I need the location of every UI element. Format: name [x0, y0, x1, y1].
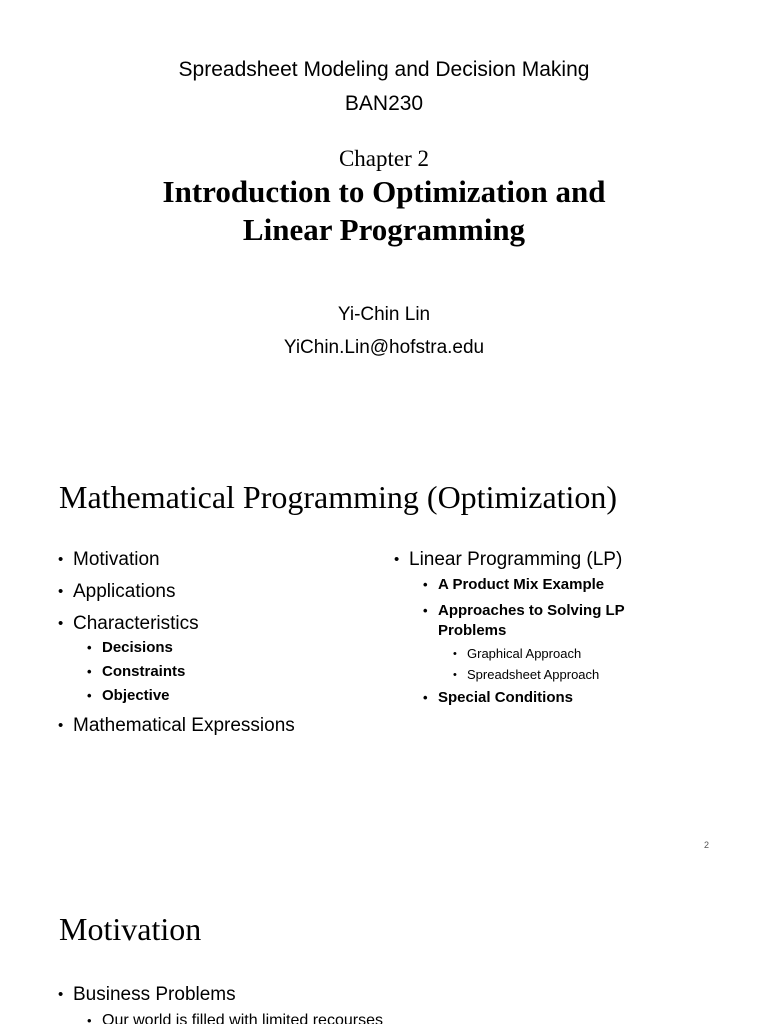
- outline-right-column: [394, 548, 714, 712]
- bullet-icon: •: [58, 986, 64, 1003]
- bullet-icon: •: [58, 551, 64, 568]
- bullet-icon: •: [87, 1013, 92, 1024]
- sub-list-item: [58, 686, 378, 706]
- list-item-text: Linear Programming (LP): [409, 549, 623, 570]
- list-item-text: Characteristics: [73, 613, 199, 634]
- bullet-icon: •: [87, 640, 92, 655]
- bullet-icon: •: [394, 551, 400, 568]
- bullet-icon: •: [423, 603, 428, 618]
- list-item-text: Motivation: [73, 549, 160, 570]
- bullet-icon: •: [423, 577, 428, 592]
- list-item-text: Applications: [73, 581, 176, 602]
- bullet-icon: •: [58, 615, 64, 632]
- list-item: [58, 548, 378, 572]
- list-item: [58, 714, 378, 738]
- sub-sub-list-item: [394, 666, 714, 684]
- chapter-label: Chapter 2: [338, 146, 430, 171]
- author-name: Yi-Chin Lin: [337, 304, 431, 325]
- course-code: BAN230: [344, 92, 424, 115]
- sub-list-item: [58, 662, 378, 682]
- list-item: [58, 983, 718, 1007]
- list-item-text: Approaches to Solving LP Problems: [438, 602, 625, 639]
- author-email: YiChin.Lin@hofstra.edu: [283, 337, 485, 358]
- outline-slide-title: Mathematical Programming (Optimization): [59, 479, 618, 515]
- sub-list-item: [394, 575, 714, 595]
- motivation-list: [58, 983, 718, 1024]
- chapter-title: [0, 173, 768, 249]
- list-item-text: Spreadsheet Approach: [467, 667, 600, 682]
- motivation-slide-title: Motivation: [59, 911, 202, 947]
- list-item: [58, 580, 378, 604]
- outline-left-column: [58, 548, 378, 746]
- list-item-text: Mathematical Expressions: [73, 715, 295, 736]
- slide-number: 2: [704, 840, 710, 850]
- list-item-text: Our world is filled with limited recourses: [102, 1012, 383, 1024]
- list-item-text: Objective: [102, 687, 170, 704]
- chapter-title-line-1: Introduction to Optimization and: [162, 174, 606, 209]
- list-item-text: Graphical Approach: [467, 646, 582, 661]
- bullet-icon: •: [453, 669, 457, 681]
- bullet-icon: •: [453, 648, 457, 660]
- sub-list-item: [394, 601, 648, 641]
- list-item: [58, 612, 378, 636]
- list-item-text: Special Conditions: [438, 689, 574, 706]
- bullet-icon: •: [58, 583, 64, 600]
- bullet-icon: •: [87, 664, 92, 679]
- bullet-icon: •: [87, 688, 92, 703]
- list-item-text: Decisions: [102, 639, 173, 656]
- sub-list-item: [58, 1011, 718, 1024]
- bullet-icon: •: [58, 717, 64, 734]
- list-item: [394, 548, 714, 572]
- sub-list-item: [394, 688, 714, 708]
- course-name: Spreadsheet Modeling and Decision Making: [178, 58, 590, 81]
- sub-sub-list-item: [394, 645, 714, 663]
- sub-list-item: [58, 638, 378, 658]
- chapter-title-line-2: Linear Programming: [242, 212, 526, 247]
- list-item-text: A Product Mix Example: [438, 576, 605, 593]
- bullet-icon: •: [423, 690, 428, 705]
- list-item-text: Constraints: [102, 663, 186, 680]
- list-item-text: Business Problems: [73, 984, 236, 1005]
